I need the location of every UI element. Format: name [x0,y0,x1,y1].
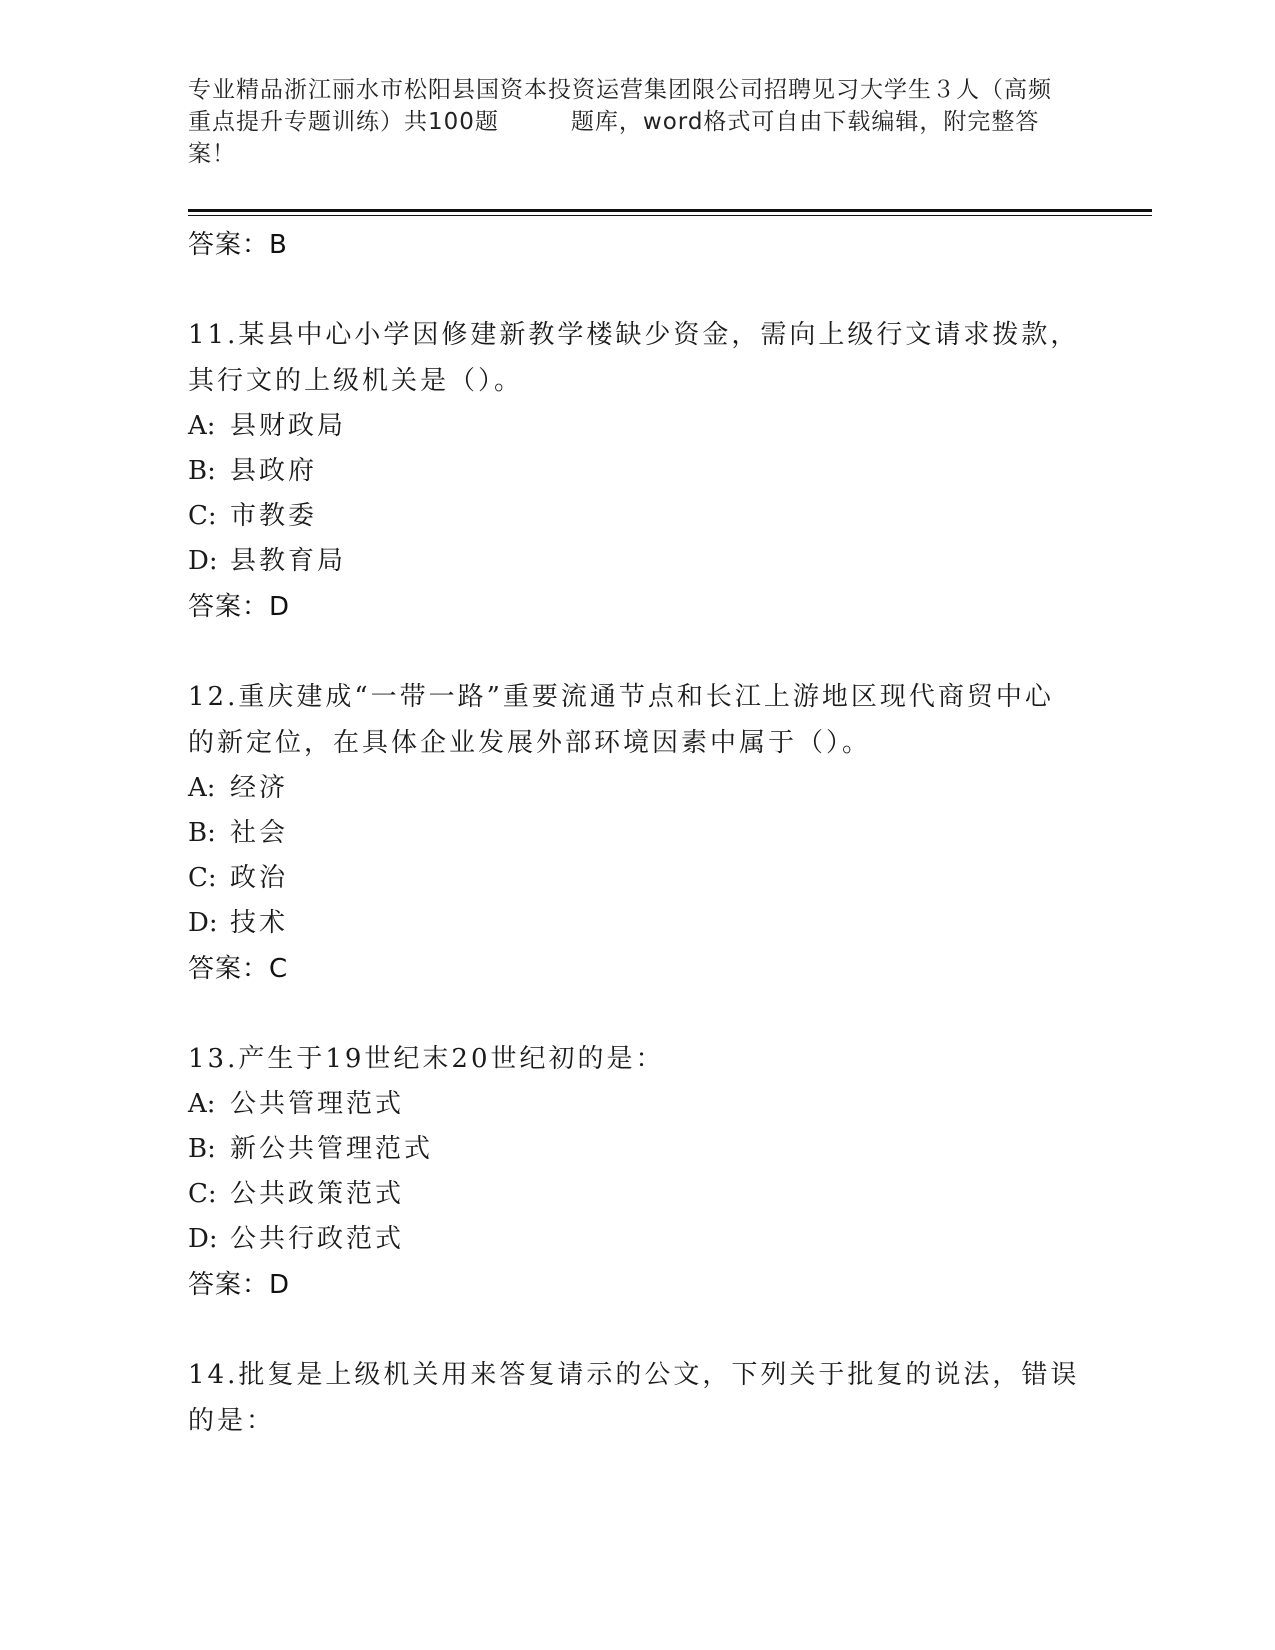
option-text: 市教委 [230,501,318,531]
option-a [188,404,1088,449]
question-stem [188,312,1088,404]
question-stem [188,1036,1088,1082]
question-stem [188,1352,1088,1444]
option-text: 县政府 [230,456,318,486]
question-list [188,222,1088,1444]
stem-line: 其行文的上级机关是（）。 [188,366,524,396]
option-key: D: [188,546,218,576]
option-key: C: [188,863,217,893]
option-d [188,901,1088,946]
option-b [188,811,1088,856]
answer-line: 答案：C [188,954,289,984]
option-c [188,494,1088,539]
option-text: 公共政策范式 [230,1179,405,1209]
option-key: A: [188,411,216,441]
option-key: B: [188,818,216,848]
option-key: B: [188,1134,216,1164]
option-a [188,1082,1088,1127]
option-b [188,1127,1088,1172]
question-stem [188,674,1088,766]
option-key: C: [188,1179,217,1209]
option-c [188,1172,1088,1217]
question-14 [188,1352,1088,1444]
stem-line: 的是： [188,1406,276,1436]
option-text: 新公共管理范式 [230,1134,434,1164]
question-11 [188,312,1088,630]
option-c [188,856,1088,901]
option-d [188,539,1088,584]
option-text: 技术 [230,908,289,938]
answer-line: 答案：D [188,1270,291,1300]
header-divider-thick [188,209,1152,212]
option-b [188,449,1088,494]
previous-answer: 答案：B [188,230,288,260]
stem-line: 13.产生于19世纪末20世纪初的是： [188,1044,665,1074]
option-key: D: [188,1224,218,1254]
option-text: 县教育局 [230,546,347,576]
option-d [188,1217,1088,1262]
option-key: A: [188,1089,216,1119]
option-text: 县财政局 [230,411,347,441]
option-text: 公共管理范式 [230,1089,405,1119]
option-text: 政治 [230,863,289,893]
stem-line: 12.重庆建成“一带一路”重要流通节点和长江上游地区现代商贸中心 [188,682,1054,712]
option-text: 经济 [230,773,289,803]
option-text: 公共行政范式 [230,1224,405,1254]
stem-line: 11.某县中心小学因修建新教学楼缺少资金，需向上级行文请求拨款， [188,320,1080,350]
answer-line: 答案：D [188,592,291,622]
question-13 [188,1036,1088,1308]
option-key: D: [188,908,218,938]
stem-line: 14.批复是上级机关用来答复请示的公文，下列关于批复的说法，错误 [188,1360,1080,1390]
option-key: A: [188,773,216,803]
header-divider-thin [188,215,1152,216]
stem-line: 的新定位，在具体企业发展外部环境因素中属于（）。 [188,728,872,758]
question-12 [188,674,1088,992]
option-key: B: [188,456,216,486]
header-line: 案！ [188,141,236,167]
option-text: 社会 [230,818,289,848]
page-header [188,74,1088,170]
option-a [188,766,1088,811]
option-key: C: [188,501,217,531]
header-line: 专业精品浙江丽水市松阳县国资本投资运营集团限公司招聘见习大学生３人（高频 [188,77,1052,103]
header-line: 重点提升专题训练）共100题 题库，word格式可自由下载编辑，附完整答 [188,109,1040,135]
